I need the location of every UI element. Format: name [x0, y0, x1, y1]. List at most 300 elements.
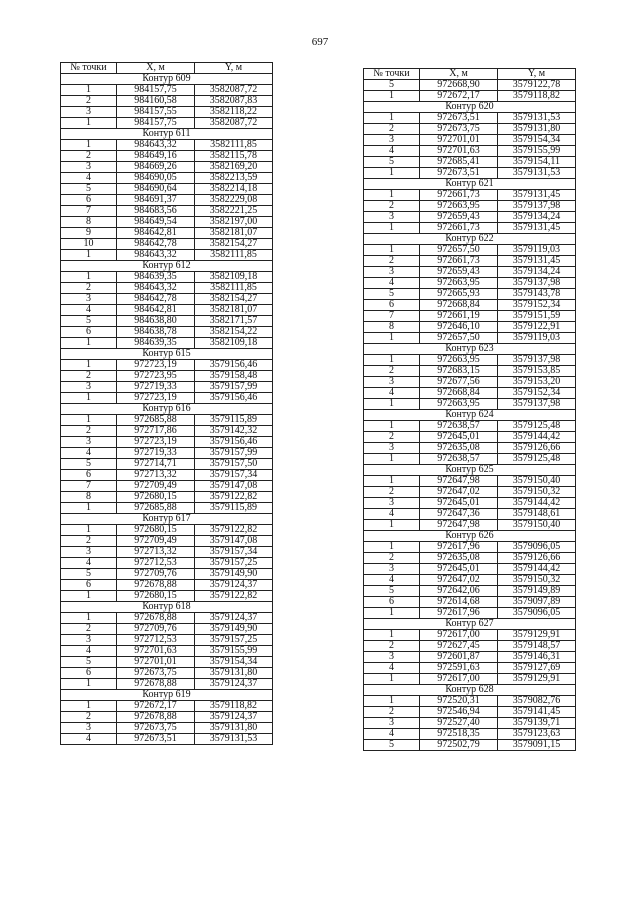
- table-row: [364, 278, 576, 289]
- x-coordinate-cell: 984642,81: [117, 228, 195, 239]
- x-coordinate-cell: 972663,95: [420, 278, 498, 289]
- contour-heading: Контур 626: [364, 531, 576, 542]
- x-coordinate-cell: 972647,98: [420, 520, 498, 531]
- x-coordinate-cell: 972673,51: [117, 734, 195, 745]
- table-row: [364, 509, 576, 520]
- point-number-cell: 1: [364, 454, 420, 465]
- y-coordinate-cell: 3582197,00: [195, 217, 273, 228]
- x-coordinate-cell: 972685,41: [420, 157, 498, 168]
- x-coordinate-cell: 984157,55: [117, 107, 195, 118]
- x-coordinate-cell: 972520,31: [420, 696, 498, 707]
- y-coordinate-cell: 3579082,76: [498, 696, 576, 707]
- x-coordinate-cell: 972714,71: [117, 459, 195, 470]
- point-number-cell: 3: [61, 294, 117, 305]
- table-row: [61, 151, 273, 162]
- x-coordinate-cell: 972647,02: [420, 487, 498, 498]
- y-coordinate-cell: 3579157,50: [195, 459, 273, 470]
- y-coordinate-cell: 3579118,82: [195, 701, 273, 712]
- header-x: Х, м: [420, 69, 498, 80]
- y-coordinate-cell: 3582087,72: [195, 118, 273, 129]
- x-coordinate-cell: 972723,19: [117, 437, 195, 448]
- point-number-cell: 4: [61, 305, 117, 316]
- point-number-cell: 1: [364, 223, 420, 234]
- point-number-cell: 8: [61, 492, 117, 503]
- x-coordinate-cell: 972672,17: [117, 701, 195, 712]
- contour-heading: Контур 619: [61, 690, 273, 701]
- table-row: [61, 448, 273, 459]
- x-coordinate-cell: 972638,57: [420, 454, 498, 465]
- table-row: [61, 107, 273, 118]
- point-number-cell: 1: [364, 355, 420, 366]
- point-number-cell: 7: [364, 311, 420, 322]
- x-coordinate-cell: 972617,00: [420, 630, 498, 641]
- x-coordinate-cell: 972672,17: [420, 91, 498, 102]
- y-coordinate-cell: 3579152,34: [498, 388, 576, 399]
- y-coordinate-cell: 3579131,53: [498, 168, 576, 179]
- point-number-cell: 2: [364, 487, 420, 498]
- x-coordinate-cell: 972719,33: [117, 448, 195, 459]
- contour-heading: Контур 618: [61, 602, 273, 613]
- x-coordinate-cell: 972701,01: [420, 135, 498, 146]
- point-number-cell: 3: [61, 107, 117, 118]
- point-number-cell: 2: [61, 712, 117, 723]
- y-coordinate-cell: 3579131,80: [498, 124, 576, 135]
- y-coordinate-cell: 3579157,99: [195, 448, 273, 459]
- x-coordinate-cell: 972680,15: [117, 525, 195, 536]
- y-coordinate-cell: 3582109,18: [195, 272, 273, 283]
- point-number-cell: 4: [364, 663, 420, 674]
- point-number-cell: 7: [61, 481, 117, 492]
- point-number-cell: 1: [61, 393, 117, 404]
- table-row: [61, 195, 273, 206]
- x-coordinate-cell: 972647,02: [420, 575, 498, 586]
- x-coordinate-cell: 972663,95: [420, 201, 498, 212]
- x-coordinate-cell: 984157,75: [117, 118, 195, 129]
- y-coordinate-cell: 3579150,40: [498, 476, 576, 487]
- x-coordinate-cell: 972701,01: [117, 657, 195, 668]
- point-number-cell: 6: [61, 580, 117, 591]
- table-row: [61, 140, 273, 151]
- y-coordinate-cell: 3579124,37: [195, 613, 273, 624]
- x-coordinate-cell: 972678,88: [117, 613, 195, 624]
- table-row: [61, 591, 273, 602]
- table-row: [364, 740, 576, 751]
- x-coordinate-cell: 972685,88: [117, 503, 195, 514]
- x-coordinate-cell: 972712,53: [117, 558, 195, 569]
- y-coordinate-cell: 3579150,32: [498, 487, 576, 498]
- y-coordinate-cell: 3579097,89: [498, 597, 576, 608]
- y-coordinate-cell: 3579091,15: [498, 740, 576, 751]
- point-number-cell: 1: [364, 113, 420, 124]
- table-header-row: [61, 63, 273, 74]
- contour-heading: Контур 624: [364, 410, 576, 421]
- point-number-cell: 1: [364, 399, 420, 410]
- table-row: [61, 646, 273, 657]
- contour-heading: Контур 628: [364, 685, 576, 696]
- contour-heading: Контур 612: [61, 261, 273, 272]
- x-coordinate-cell: 972642,06: [420, 586, 498, 597]
- y-coordinate-cell: 3579119,03: [498, 245, 576, 256]
- left-coordinates-table: [60, 62, 273, 745]
- x-coordinate-cell: 972645,01: [420, 564, 498, 575]
- y-coordinate-cell: 3579149,90: [195, 569, 273, 580]
- x-coordinate-cell: 984691,37: [117, 195, 195, 206]
- point-number-cell: 3: [61, 382, 117, 393]
- point-number-cell: 5: [364, 157, 420, 168]
- point-number-cell: 1: [364, 608, 420, 619]
- point-number-cell: 1: [61, 525, 117, 536]
- x-coordinate-cell: 972518,35: [420, 729, 498, 740]
- point-number-cell: 4: [364, 509, 420, 520]
- point-number-cell: 3: [364, 652, 420, 663]
- x-coordinate-cell: 984160,58: [117, 96, 195, 107]
- table-row: [61, 294, 273, 305]
- table-row: [364, 663, 576, 674]
- table-row: [61, 723, 273, 734]
- x-coordinate-cell: 972659,43: [420, 267, 498, 278]
- contour-heading-row: [61, 514, 273, 525]
- y-coordinate-cell: 3579157,34: [195, 470, 273, 481]
- point-number-cell: 1: [61, 338, 117, 349]
- point-number-cell: 2: [61, 96, 117, 107]
- x-coordinate-cell: 984690,64: [117, 184, 195, 195]
- table-row: [61, 734, 273, 745]
- table-row: [61, 206, 273, 217]
- table-header-row: [364, 69, 576, 80]
- point-number-cell: 2: [364, 366, 420, 377]
- table-row: [61, 558, 273, 569]
- point-number-cell: 5: [61, 569, 117, 580]
- x-coordinate-cell: 972661,19: [420, 311, 498, 322]
- x-coordinate-cell: 972665,93: [420, 289, 498, 300]
- y-coordinate-cell: 3579141,45: [498, 707, 576, 718]
- point-number-cell: 5: [364, 80, 420, 91]
- table-row: [364, 322, 576, 333]
- point-number-cell: 1: [61, 85, 117, 96]
- x-coordinate-cell: 972659,43: [420, 212, 498, 223]
- table-row: [364, 586, 576, 597]
- table-row: [61, 360, 273, 371]
- x-coordinate-cell: 972701,63: [420, 146, 498, 157]
- point-number-cell: 3: [364, 377, 420, 388]
- y-coordinate-cell: 3579147,08: [195, 536, 273, 547]
- table-row: [364, 421, 576, 432]
- point-number-cell: 1: [364, 542, 420, 553]
- point-number-cell: 1: [364, 476, 420, 487]
- point-number-cell: 4: [364, 729, 420, 740]
- x-coordinate-cell: 984643,32: [117, 140, 195, 151]
- contour-heading-row: [364, 685, 576, 696]
- point-number-cell: 5: [61, 459, 117, 470]
- y-coordinate-cell: 3582181,07: [195, 305, 273, 316]
- y-coordinate-cell: 3579127,69: [498, 663, 576, 674]
- table-row: [61, 712, 273, 723]
- contour-heading: Контур 623: [364, 344, 576, 355]
- x-coordinate-cell: 984639,35: [117, 272, 195, 283]
- point-number-cell: 6: [61, 327, 117, 338]
- table-row: [61, 382, 273, 393]
- contour-heading-row: [364, 234, 576, 245]
- x-coordinate-cell: 972678,88: [117, 679, 195, 690]
- x-coordinate-cell: 972673,75: [117, 668, 195, 679]
- x-coordinate-cell: 984649,16: [117, 151, 195, 162]
- x-coordinate-cell: 972713,32: [117, 547, 195, 558]
- point-number-cell: 3: [364, 212, 420, 223]
- y-coordinate-cell: 3579148,61: [498, 509, 576, 520]
- y-coordinate-cell: 3579137,98: [498, 355, 576, 366]
- x-coordinate-cell: 972546,94: [420, 707, 498, 718]
- table-row: [61, 547, 273, 558]
- x-coordinate-cell: 984638,78: [117, 327, 195, 338]
- x-coordinate-cell: 972678,88: [117, 712, 195, 723]
- contour-heading-row: [61, 261, 273, 272]
- x-coordinate-cell: 984643,32: [117, 250, 195, 261]
- table-row: [61, 173, 273, 184]
- point-number-cell: 4: [364, 388, 420, 399]
- point-number-cell: 7: [61, 206, 117, 217]
- y-coordinate-cell: 3579123,63: [498, 729, 576, 740]
- y-coordinate-cell: 3579150,32: [498, 575, 576, 586]
- point-number-cell: 4: [61, 646, 117, 657]
- point-number-cell: 2: [61, 624, 117, 635]
- table-row: [364, 641, 576, 652]
- x-coordinate-cell: 972627,45: [420, 641, 498, 652]
- table-row: [61, 415, 273, 426]
- x-coordinate-cell: 972638,57: [420, 421, 498, 432]
- table-row: [364, 652, 576, 663]
- table-row: [364, 718, 576, 729]
- x-coordinate-cell: 972701,63: [117, 646, 195, 657]
- x-coordinate-cell: 972601,87: [420, 652, 498, 663]
- table-row: [61, 492, 273, 503]
- right-coordinates-table: [363, 68, 576, 751]
- point-number-cell: 2: [364, 432, 420, 443]
- point-number-cell: 5: [364, 586, 420, 597]
- y-coordinate-cell: 3582171,57: [195, 316, 273, 327]
- table-row: [61, 305, 273, 316]
- table-row: [364, 256, 576, 267]
- y-coordinate-cell: 3579131,45: [498, 223, 576, 234]
- x-coordinate-cell: 972712,53: [117, 635, 195, 646]
- point-number-cell: 1: [364, 168, 420, 179]
- table-row: [364, 311, 576, 322]
- table-row: [364, 542, 576, 553]
- y-coordinate-cell: 3579131,45: [498, 190, 576, 201]
- x-coordinate-cell: 984642,78: [117, 294, 195, 305]
- point-number-cell: 1: [61, 503, 117, 514]
- table-row: [364, 377, 576, 388]
- y-coordinate-cell: 3579131,80: [195, 723, 273, 734]
- x-coordinate-cell: 972668,84: [420, 388, 498, 399]
- y-coordinate-cell: 3579115,89: [195, 415, 273, 426]
- point-number-cell: 6: [61, 668, 117, 679]
- x-coordinate-cell: 972661,73: [420, 190, 498, 201]
- y-coordinate-cell: 3579156,46: [195, 393, 273, 404]
- header-point-number: № точки: [364, 69, 420, 80]
- table-row: [61, 536, 273, 547]
- y-coordinate-cell: 3579154,34: [498, 135, 576, 146]
- table-row: [61, 437, 273, 448]
- table-row: [364, 520, 576, 531]
- table-row: [61, 217, 273, 228]
- y-coordinate-cell: 3579146,31: [498, 652, 576, 663]
- table-row: [364, 388, 576, 399]
- x-coordinate-cell: 972527,40: [420, 718, 498, 729]
- contour-heading: Контур 622: [364, 234, 576, 245]
- x-coordinate-cell: 972723,19: [117, 393, 195, 404]
- x-coordinate-cell: 972683,15: [420, 366, 498, 377]
- y-coordinate-cell: 3579096,05: [498, 608, 576, 619]
- y-coordinate-cell: 3579147,08: [195, 481, 273, 492]
- table-row: [61, 239, 273, 250]
- x-coordinate-cell: 972661,73: [420, 256, 498, 267]
- y-coordinate-cell: 3579151,59: [498, 311, 576, 322]
- y-coordinate-cell: 3582087,83: [195, 96, 273, 107]
- table-row: [364, 223, 576, 234]
- x-coordinate-cell: 972709,49: [117, 536, 195, 547]
- table-row: [364, 168, 576, 179]
- contour-heading-row: [61, 74, 273, 85]
- y-coordinate-cell: 3579156,46: [195, 437, 273, 448]
- table-row: [61, 668, 273, 679]
- table-row: [61, 250, 273, 261]
- contour-heading-row: [364, 179, 576, 190]
- table-row: [364, 630, 576, 641]
- point-number-cell: 3: [364, 443, 420, 454]
- point-number-cell: 1: [61, 250, 117, 261]
- x-coordinate-cell: 972661,73: [420, 223, 498, 234]
- point-number-cell: 2: [364, 124, 420, 135]
- y-coordinate-cell: 3582154,27: [195, 294, 273, 305]
- x-coordinate-cell: 972635,08: [420, 553, 498, 564]
- y-coordinate-cell: 3579149,89: [498, 586, 576, 597]
- x-coordinate-cell: 972685,88: [117, 415, 195, 426]
- x-coordinate-cell: 972677,56: [420, 377, 498, 388]
- y-coordinate-cell: 3579122,82: [195, 492, 273, 503]
- point-number-cell: 1: [364, 91, 420, 102]
- y-coordinate-cell: 3579154,11: [498, 157, 576, 168]
- contour-heading: Контур 616: [61, 404, 273, 415]
- y-coordinate-cell: 3579142,32: [195, 426, 273, 437]
- x-coordinate-cell: 972673,75: [117, 723, 195, 734]
- y-coordinate-cell: 3579152,34: [498, 300, 576, 311]
- table-row: [364, 366, 576, 377]
- table-row: [364, 498, 576, 509]
- contour-heading-row: [61, 404, 273, 415]
- y-coordinate-cell: 3579124,37: [195, 679, 273, 690]
- x-coordinate-cell: 972723,95: [117, 371, 195, 382]
- x-coordinate-cell: 972668,90: [420, 80, 498, 91]
- point-number-cell: 4: [61, 558, 117, 569]
- y-coordinate-cell: 3579148,57: [498, 641, 576, 652]
- x-coordinate-cell: 984642,81: [117, 305, 195, 316]
- y-coordinate-cell: 3579144,42: [498, 498, 576, 509]
- page-number: 697: [311, 36, 329, 48]
- table-row: [364, 454, 576, 465]
- y-coordinate-cell: 3579153,20: [498, 377, 576, 388]
- point-number-cell: 1: [364, 190, 420, 201]
- table-row: [364, 146, 576, 157]
- point-number-cell: 1: [61, 272, 117, 283]
- x-coordinate-cell: 972668,84: [420, 300, 498, 311]
- y-coordinate-cell: 3579096,05: [498, 542, 576, 553]
- point-number-cell: 3: [364, 498, 420, 509]
- y-coordinate-cell: 3582111,85: [195, 250, 273, 261]
- x-coordinate-cell: 972680,15: [117, 591, 195, 602]
- y-coordinate-cell: 3579155,99: [195, 646, 273, 657]
- contour-heading: Контур 617: [61, 514, 273, 525]
- point-number-cell: 3: [364, 135, 420, 146]
- x-coordinate-cell: 972709,49: [117, 481, 195, 492]
- y-coordinate-cell: 3579156,46: [195, 360, 273, 371]
- y-coordinate-cell: 3582087,72: [195, 85, 273, 96]
- point-number-cell: 6: [364, 300, 420, 311]
- point-number-cell: 1: [364, 696, 420, 707]
- point-number-cell: 3: [364, 267, 420, 278]
- contour-heading-row: [364, 410, 576, 421]
- point-number-cell: 6: [61, 195, 117, 206]
- x-coordinate-cell: 984639,35: [117, 338, 195, 349]
- x-coordinate-cell: 972645,01: [420, 498, 498, 509]
- table-row: [61, 118, 273, 129]
- table-row: [364, 476, 576, 487]
- point-number-cell: 1: [61, 415, 117, 426]
- table-row: [364, 289, 576, 300]
- x-coordinate-cell: 972647,98: [420, 476, 498, 487]
- y-coordinate-cell: 3582154,27: [195, 239, 273, 250]
- point-number-cell: 4: [364, 278, 420, 289]
- table-row: [61, 85, 273, 96]
- point-number-cell: 5: [61, 316, 117, 327]
- y-coordinate-cell: 3582154,22: [195, 327, 273, 338]
- point-number-cell: 8: [61, 217, 117, 228]
- y-coordinate-cell: 3579157,99: [195, 382, 273, 393]
- table-row: [61, 613, 273, 624]
- y-coordinate-cell: 3579119,03: [498, 333, 576, 344]
- x-coordinate-cell: 972673,75: [420, 124, 498, 135]
- contour-heading: Контур 625: [364, 465, 576, 476]
- point-number-cell: 1: [61, 360, 117, 371]
- table-row: [364, 707, 576, 718]
- contour-heading-row: [364, 344, 576, 355]
- y-coordinate-cell: 3582111,85: [195, 140, 273, 151]
- point-number-cell: 1: [364, 333, 420, 344]
- table-row: [364, 597, 576, 608]
- table-row: [61, 338, 273, 349]
- table-row: [61, 96, 273, 107]
- contour-heading-row: [61, 129, 273, 140]
- x-coordinate-cell: 972617,96: [420, 608, 498, 619]
- table-row: [364, 212, 576, 223]
- point-number-cell: 1: [364, 421, 420, 432]
- contour-heading-row: [61, 349, 273, 360]
- x-coordinate-cell: 972678,88: [117, 580, 195, 591]
- point-number-cell: 5: [364, 740, 420, 751]
- y-coordinate-cell: 3579129,91: [498, 630, 576, 641]
- x-coordinate-cell: 984690,05: [117, 173, 195, 184]
- y-coordinate-cell: 3579122,82: [195, 591, 273, 602]
- point-number-cell: 3: [61, 437, 117, 448]
- table-row: [61, 580, 273, 591]
- point-number-cell: 1: [61, 118, 117, 129]
- y-coordinate-cell: 3582118,22: [195, 107, 273, 118]
- y-coordinate-cell: 3579131,45: [498, 256, 576, 267]
- table-row: [364, 729, 576, 740]
- table-row: [364, 201, 576, 212]
- contour-heading-row: [364, 102, 576, 113]
- table-row: [364, 300, 576, 311]
- point-number-cell: 4: [61, 173, 117, 184]
